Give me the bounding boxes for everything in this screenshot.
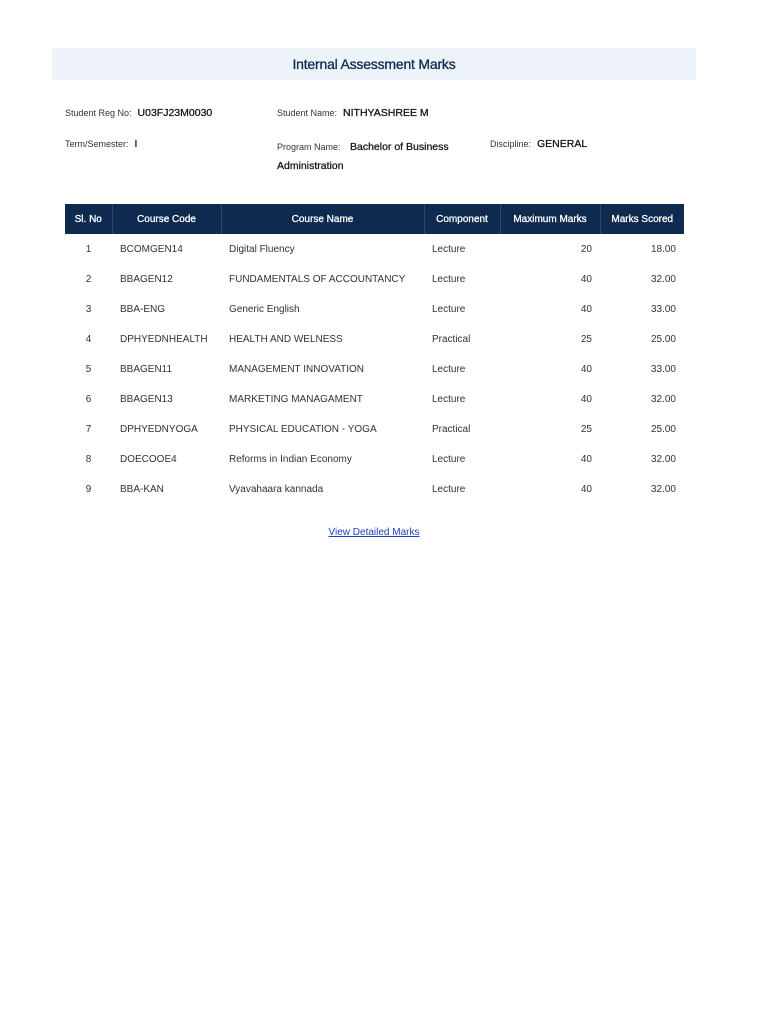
cell-component: Lecture: [432, 363, 466, 375]
cell-course-code: BBAGEN12: [120, 273, 173, 285]
page-title: Internal Assessment Marks: [292, 56, 456, 72]
cell-sl-no: 4: [85, 333, 92, 345]
table-row: [65, 384, 684, 414]
cell-component: Lecture: [432, 273, 466, 285]
cell-course-name: FUNDAMENTALS OF ACCOUNTANCY: [229, 273, 406, 285]
table-header-row: [65, 204, 684, 234]
term-value: I: [134, 138, 138, 150]
reg-no-field: [65, 107, 212, 119]
cell-course-code: BCOMGEN14: [120, 243, 183, 255]
cell-marks-scored: 32.00: [650, 393, 676, 405]
cell-maximum-marks: 40: [580, 483, 592, 495]
cell-marks-scored: 32.00: [650, 273, 676, 285]
student-name-value: NITHYASHREE M: [343, 107, 429, 119]
table-row: [65, 264, 684, 294]
cell-maximum-marks: 25: [580, 423, 592, 435]
cell-component: Lecture: [432, 243, 466, 255]
cell-marks-scored: 32.00: [650, 453, 676, 465]
cell-maximum-marks: 40: [580, 453, 592, 465]
program-field: [277, 137, 467, 175]
page-title-bar: [52, 48, 696, 80]
cell-course-code: DPHYEDNYOGA: [120, 423, 198, 435]
cell-course-name: MANAGEMENT INNOVATION: [229, 363, 365, 375]
cell-course-name: Generic English: [229, 303, 300, 315]
cell-maximum-marks: 20: [580, 243, 592, 255]
table-row: [65, 414, 684, 444]
cell-course-name: HEALTH AND WELNESS: [229, 333, 343, 345]
cell-marks-scored: 33.00: [650, 363, 676, 375]
student-name-label: Student Name:: [277, 108, 338, 118]
cell-course-code: BBA-KAN: [120, 483, 164, 495]
cell-course-name: Reforms in Indian Economy: [229, 453, 352, 465]
cell-course-code: DPHYEDNHEALTH: [120, 333, 208, 345]
cell-maximum-marks: 25: [580, 333, 592, 345]
header-sl-no: Sl. No: [65, 204, 112, 234]
term-field: [65, 138, 137, 150]
cell-component: Practical: [432, 423, 471, 435]
cell-component: Lecture: [432, 393, 466, 405]
cell-sl-no: 7: [85, 423, 92, 435]
header-component: Component: [424, 204, 500, 234]
table-row: [65, 324, 684, 354]
table-row: [65, 444, 684, 474]
cell-marks-scored: 25.00: [650, 423, 676, 435]
cell-sl-no: 9: [85, 483, 92, 495]
cell-marks-scored: 33.00: [650, 303, 676, 315]
cell-marks-scored: 18.00: [650, 243, 676, 255]
detailed-marks-link-row: [0, 522, 748, 540]
cell-course-name: Vyavahaara kannada: [229, 483, 324, 495]
discipline-label: Discipline:: [490, 139, 532, 149]
cell-sl-no: 3: [85, 303, 92, 315]
header-course-name: Course Name: [221, 204, 424, 234]
cell-sl-no: 6: [85, 393, 92, 405]
table-row: [65, 234, 684, 264]
cell-maximum-marks: 40: [580, 303, 592, 315]
cell-marks-scored: 32.00: [650, 483, 676, 495]
table-row: [65, 354, 684, 384]
cell-sl-no: 5: [85, 363, 92, 375]
cell-component: Lecture: [432, 453, 466, 465]
table-row: [65, 474, 684, 504]
program-value: Bachelor of Business Administration: [277, 141, 449, 172]
cell-maximum-marks: 40: [580, 273, 592, 285]
cell-course-name: PHYSICAL EDUCATION - YOGA: [229, 423, 377, 435]
student-name-field: [277, 107, 429, 119]
cell-maximum-marks: 40: [580, 393, 592, 405]
cell-sl-no: 1: [85, 243, 92, 255]
cell-sl-no: 2: [85, 273, 92, 285]
cell-course-code: BBAGEN13: [120, 393, 173, 405]
discipline-field: [490, 138, 587, 150]
discipline-value: GENERAL: [537, 138, 588, 150]
reg-no-label: Student Reg No:: [65, 108, 132, 118]
program-label: Program Name:: [277, 142, 341, 152]
header-course-code: Course Code: [112, 204, 221, 234]
reg-no-value: U03FJ23M0030: [137, 107, 213, 119]
cell-course-code: BBA-ENG: [120, 303, 166, 315]
cell-course-code: DOECOOE4: [120, 453, 177, 465]
header-marks-scored: Marks Scored: [600, 204, 684, 234]
cell-maximum-marks: 40: [580, 363, 592, 375]
cell-component: Lecture: [432, 483, 466, 495]
term-label: Term/Semester:: [65, 139, 129, 149]
cell-course-code: BBAGEN11: [120, 363, 173, 375]
cell-sl-no: 8: [85, 453, 92, 465]
table-row: [65, 294, 684, 324]
cell-component: Lecture: [432, 303, 466, 315]
view-detailed-marks-link[interactable]: View Detailed Marks: [328, 527, 420, 538]
cell-course-name: Digital Fluency: [229, 243, 295, 255]
marks-table: [65, 204, 684, 504]
cell-marks-scored: 25.00: [650, 333, 676, 345]
header-maximum-marks: Maximum Marks: [500, 204, 600, 234]
cell-component: Practical: [432, 333, 471, 345]
cell-course-name: MARKETING MANAGAMENT: [229, 393, 363, 405]
